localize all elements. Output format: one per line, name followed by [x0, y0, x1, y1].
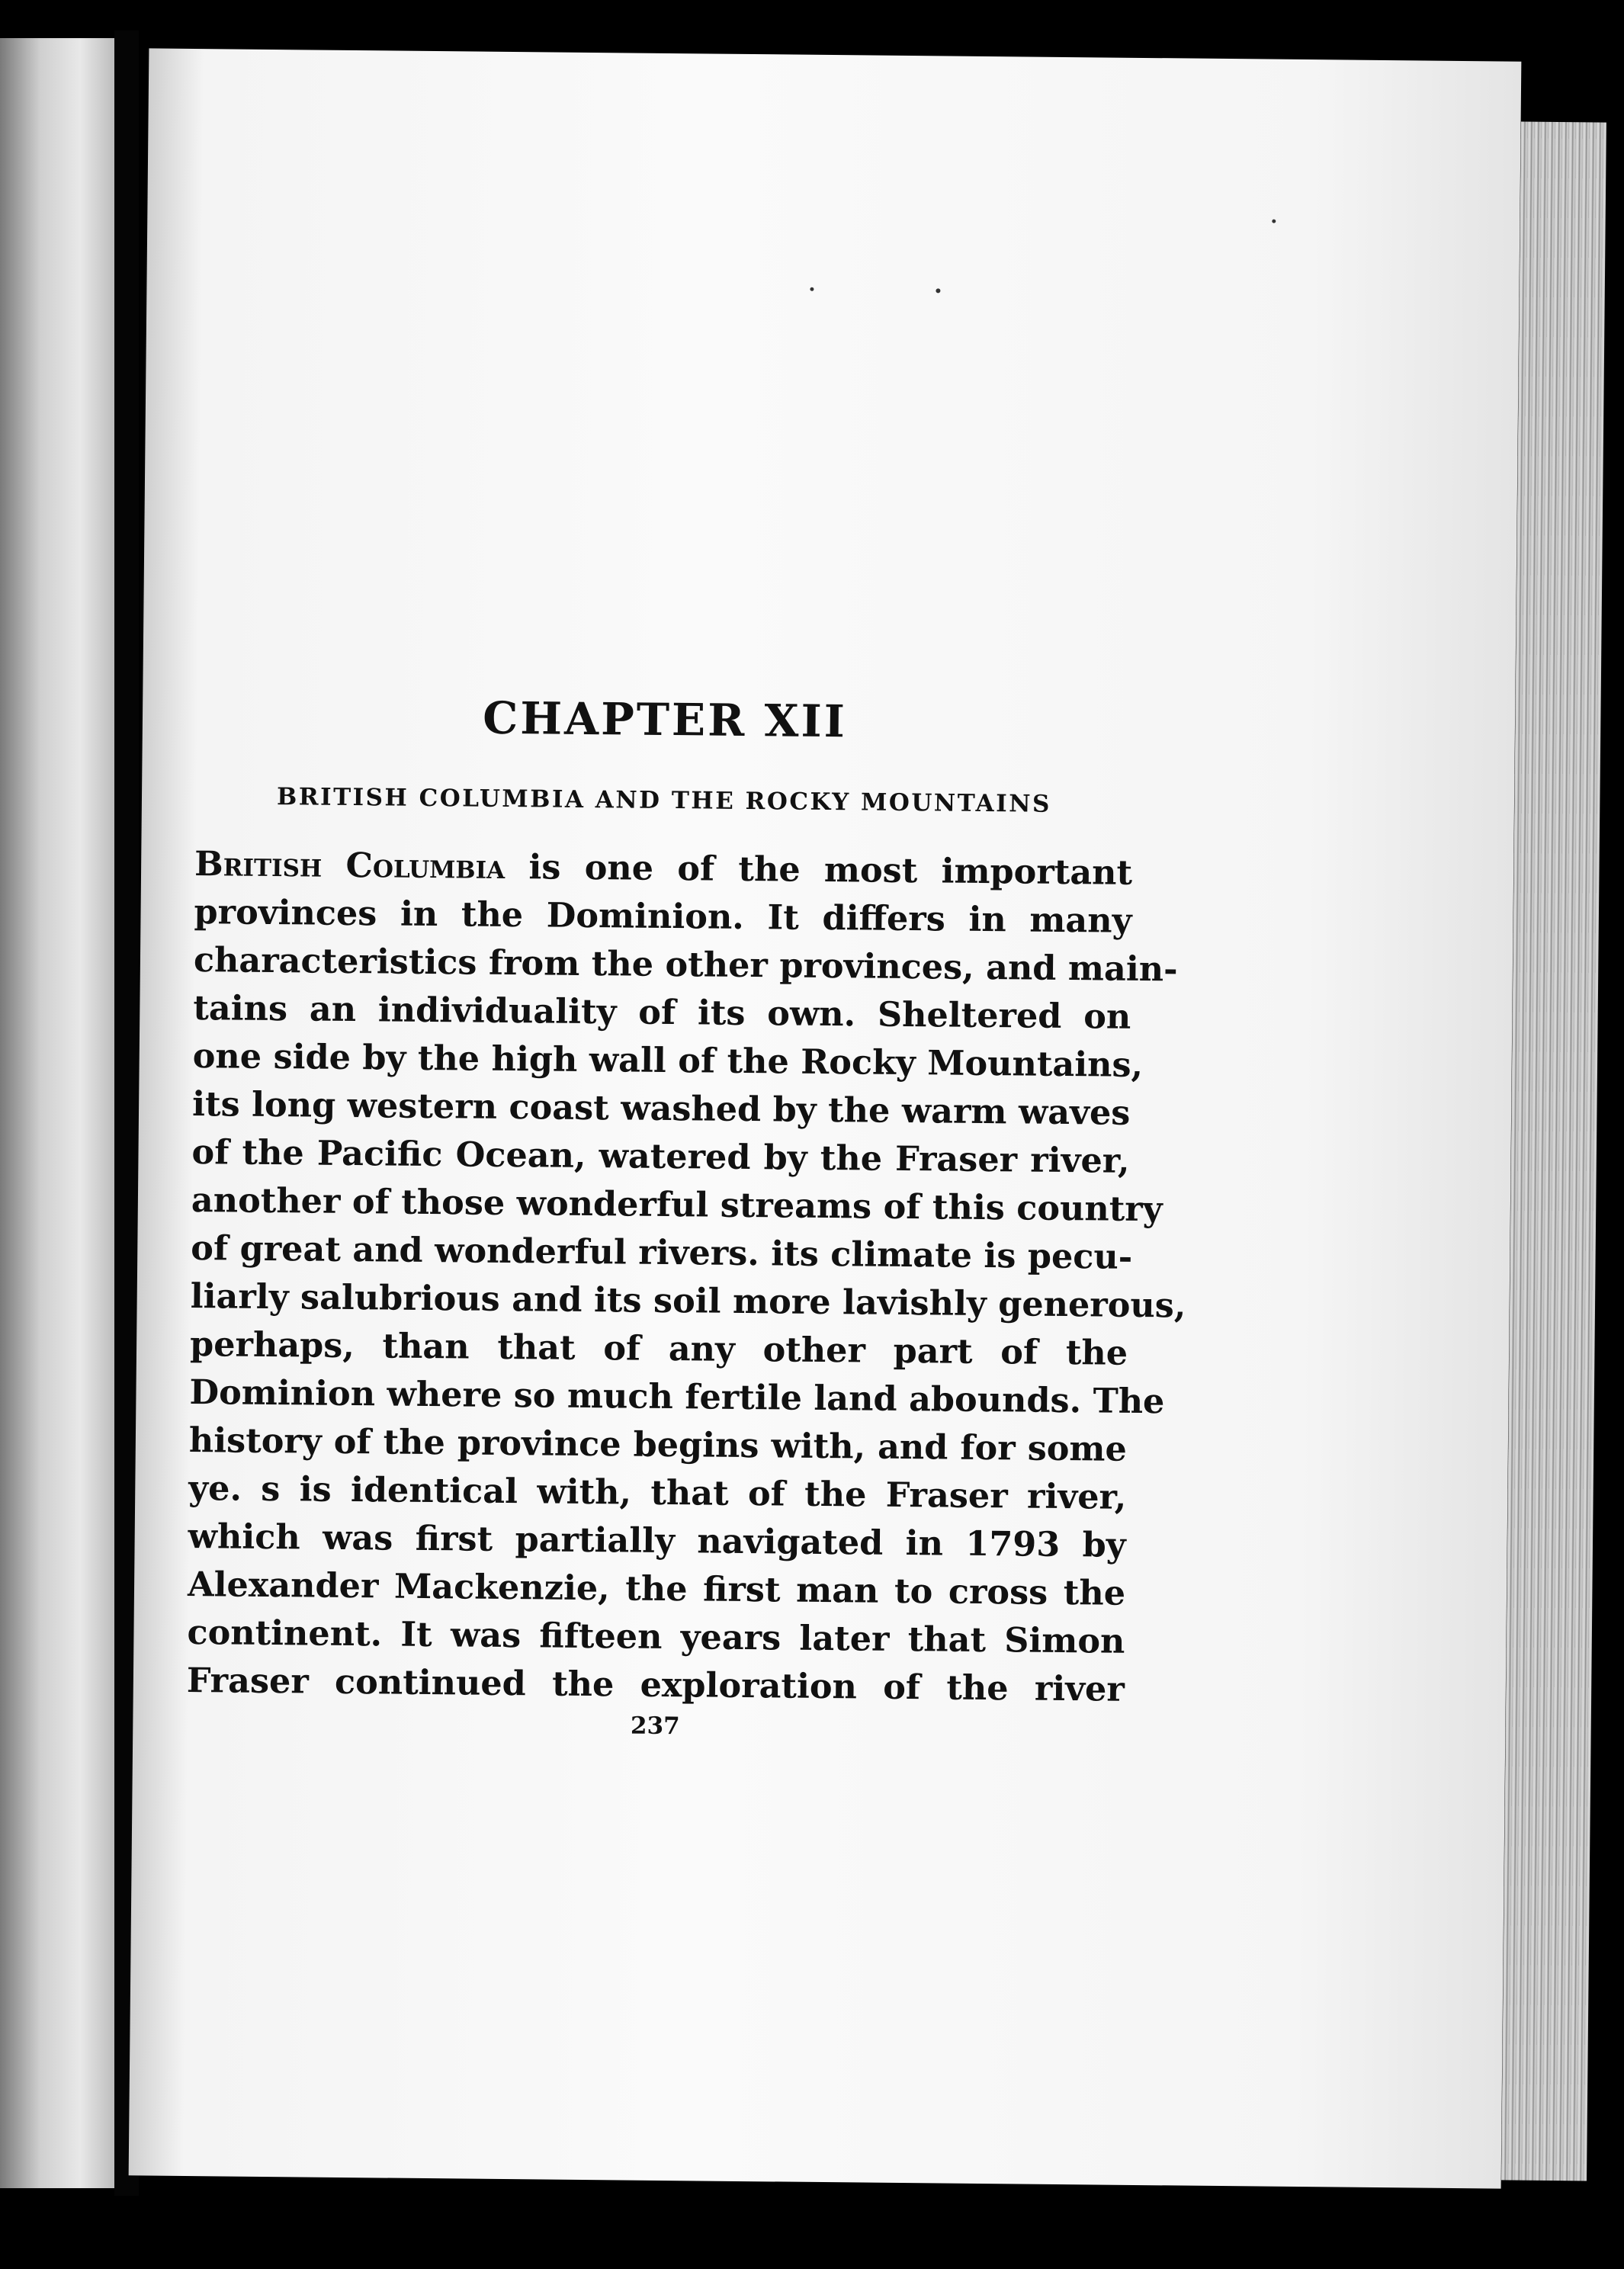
text-line: which was first partially navigated in 1793 by: [188, 1516, 1126, 1565]
page-text-block: [186, 628, 1186, 1744]
text-line: tains an individuality of its own. Sheltered on: [193, 988, 1131, 1037]
text-line: of great and wonderful rivers. its climate is pecu-: [191, 1228, 1133, 1277]
lead-small-caps: British Columbia: [194, 844, 505, 887]
text-line: history of the province begins with, and for some: [188, 1420, 1128, 1469]
text-line: continent. It was fifteen years later that Simon: [187, 1613, 1125, 1661]
scan-speck: [1272, 220, 1276, 223]
text-line: ye. s is identical with, that of the Fraser river,: [188, 1468, 1127, 1517]
text-line: Alexander Mackenzie, the first man to cross the: [187, 1565, 1126, 1613]
first-line-rest: is one of the most important: [504, 846, 1133, 893]
scan-speck: [810, 287, 814, 291]
text-line: [194, 840, 1133, 897]
text-line: liarly salubrious and its soil more lavishly generous,: [190, 1276, 1186, 1326]
text-line: another of those wonderful streams of this country: [191, 1180, 1163, 1230]
previous-page-edge: [0, 38, 114, 2188]
text-line: characteristics from the other provinces, and main-: [193, 940, 1178, 990]
chapter-subtitle: BRITISH COLUMBIA AND THE ROCKY MOUNTAINS: [276, 783, 1052, 818]
text-line: provinces in the Dominion. It differs in many: [194, 892, 1132, 941]
text-line: of the Pacific Ocean, watered by the Fraser river,: [191, 1132, 1130, 1181]
text-line: Dominion where so much fertile land abounds. The: [189, 1372, 1165, 1422]
text-line: Fraser continued the exploration of the river: [186, 1660, 1125, 1709]
scan-speck: [936, 288, 940, 293]
body-paragraph: [186, 840, 1186, 1714]
page-number: 237: [630, 1712, 680, 1741]
book-page: [129, 48, 1522, 2188]
text-line: one side by the high wall of the Rocky Mountains,: [192, 1036, 1144, 1085]
chapter-title: CHAPTER XII: [482, 692, 848, 748]
text-line: perhaps, than that of any other part of the: [189, 1324, 1128, 1373]
text-line: its long western coast washed by the warm waves: [191, 1084, 1131, 1133]
